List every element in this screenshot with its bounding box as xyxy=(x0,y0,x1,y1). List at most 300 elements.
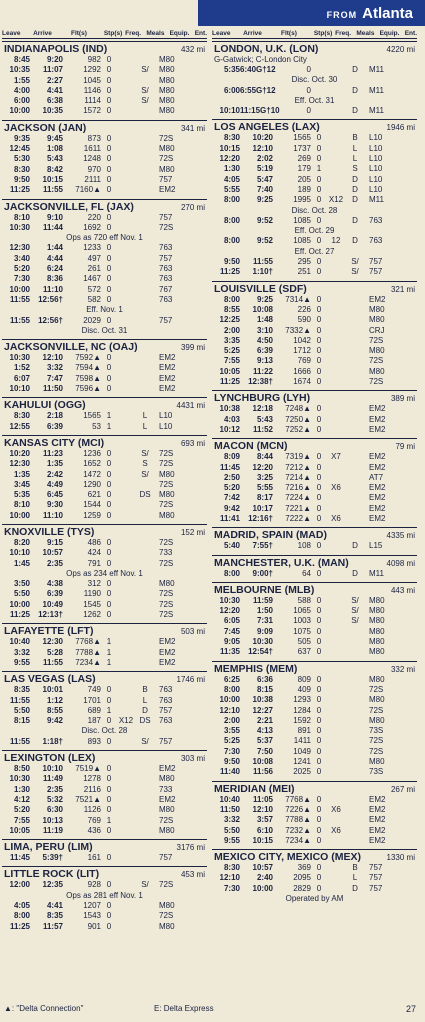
equipment: 763 xyxy=(159,243,173,253)
header-meals: Meals xyxy=(146,30,165,37)
flight-row xyxy=(2,316,207,326)
meals xyxy=(345,706,365,716)
header-equip: Equip. xyxy=(379,30,400,37)
flight-row xyxy=(2,490,207,500)
frequency xyxy=(327,747,345,757)
leave-time: 8:10 xyxy=(13,500,30,510)
arrive-time: 1:35 xyxy=(46,459,63,469)
arrive-time: 12:54† xyxy=(248,647,273,657)
destination-block xyxy=(212,41,417,116)
equipment: 757 xyxy=(369,863,383,873)
flight-row xyxy=(2,185,207,195)
equipment: EM2 xyxy=(369,503,386,513)
destination-name: JACKSONVILLE, FL (JAX) xyxy=(4,200,134,213)
stops: 1 xyxy=(106,815,112,825)
flight-row xyxy=(2,384,207,394)
destination-block xyxy=(212,119,417,277)
leave-time: 5:25 xyxy=(223,736,240,746)
arrive-time: 5:47 xyxy=(256,174,273,184)
flight-number: 7768▲ xyxy=(285,794,311,804)
equipment: M80 xyxy=(369,715,385,725)
destination-block xyxy=(212,438,417,524)
destination-block xyxy=(2,435,207,521)
meals: S/ xyxy=(351,606,359,616)
stops: 0 xyxy=(106,537,112,547)
stops: 0 xyxy=(316,325,322,335)
stops: 0 xyxy=(316,356,322,366)
flight-number: 582 xyxy=(87,294,101,304)
flight-row xyxy=(2,785,207,795)
flight-number: 809 xyxy=(297,674,311,684)
meals: L xyxy=(142,421,148,431)
destination-name: LONDON, U.K. (LON) xyxy=(214,43,319,55)
flight-number: 891 xyxy=(297,726,311,736)
meals xyxy=(135,637,155,647)
arrive-time: 11:19 xyxy=(42,825,63,835)
arrive-time: 9:25 xyxy=(256,195,273,205)
frequency xyxy=(327,65,345,75)
flight-number: 1290 xyxy=(83,479,101,489)
meals xyxy=(135,55,155,65)
frequency xyxy=(117,805,135,815)
flight-number: 1737 xyxy=(293,143,311,153)
frequency xyxy=(117,243,135,253)
flight-number: 7768▲ xyxy=(75,637,101,647)
equipment: 757 xyxy=(159,853,173,863)
stops: 0 xyxy=(316,647,322,657)
stops: 0 xyxy=(316,236,322,246)
destination-distance: 399 mi xyxy=(180,343,205,353)
arrive-time: 2:40 xyxy=(256,873,273,883)
equipment: M80 xyxy=(369,757,385,767)
stops: 0 xyxy=(106,579,112,589)
destination-distance: 389 mi xyxy=(390,394,415,404)
flight-number: 7598▲ xyxy=(75,373,101,383)
leave-time: 10:30 xyxy=(9,222,30,232)
equipment: L10 xyxy=(369,174,383,184)
flight-row xyxy=(2,295,207,305)
meals xyxy=(345,452,365,462)
stops: 0 xyxy=(316,616,322,626)
flight-number: 1467 xyxy=(83,274,101,284)
arrive-time: 6:45 xyxy=(46,490,63,500)
flight-number: 1262 xyxy=(83,610,101,620)
meals xyxy=(135,134,155,144)
destination-block xyxy=(2,839,207,863)
header-leave: Leave xyxy=(212,30,231,37)
arrive-time: 4:49 xyxy=(46,479,63,489)
flight-number: 893 xyxy=(87,736,101,746)
legend-delta-connection: ▲: "Delta Connection" xyxy=(4,1004,84,1013)
stops: 0 xyxy=(316,684,322,694)
stops: 0 xyxy=(106,685,112,695)
flight-number: 7250▲ xyxy=(285,414,311,424)
flight-row xyxy=(2,55,207,65)
frequency xyxy=(327,606,345,616)
leave-time: 12:25 xyxy=(219,315,240,325)
flight-row xyxy=(212,483,417,493)
flight-row xyxy=(212,164,417,174)
flight-number: 409 xyxy=(297,684,311,694)
frequency xyxy=(327,873,345,883)
arrive-time: 10:15 xyxy=(252,835,273,845)
arrive-time: 1:08 xyxy=(46,144,63,154)
leave-time: 1:45 xyxy=(13,558,30,568)
leave-time: 10:30 xyxy=(219,595,240,605)
stops: 0 xyxy=(106,264,112,274)
flight-number: 1712 xyxy=(293,346,311,356)
arrive-time: 10:08 xyxy=(252,757,273,767)
meals: S xyxy=(352,164,358,174)
stops: 0 xyxy=(316,154,322,164)
equipment: L10 xyxy=(369,154,383,164)
meals xyxy=(345,695,365,705)
frequency xyxy=(117,363,135,373)
stops: 0 xyxy=(316,257,322,267)
arrive-time: 12:10 xyxy=(252,804,273,814)
origin-banner xyxy=(198,0,425,26)
stops: 0 xyxy=(106,921,112,931)
flight-row xyxy=(212,627,417,637)
leave-time: 7:55 xyxy=(223,356,240,366)
equipment: M80 xyxy=(159,55,175,64)
meals: D xyxy=(142,705,148,715)
equipment: L10 xyxy=(369,133,383,143)
leave-time: 4:03 xyxy=(223,414,240,424)
destination-distance: 303 mi xyxy=(180,754,205,764)
stops: 0 xyxy=(106,825,112,835)
frequency xyxy=(327,863,345,873)
leave-time: 7:30 xyxy=(223,883,240,893)
frequency xyxy=(327,736,345,746)
flight-number: 1241 xyxy=(293,757,311,767)
header-arrive: Arrive xyxy=(243,30,262,37)
flight-row xyxy=(2,264,207,274)
meals xyxy=(135,243,155,253)
leave-time: 5:25 xyxy=(223,346,240,356)
equipment: 72S xyxy=(159,911,174,921)
destination-block xyxy=(212,781,417,846)
frequency xyxy=(117,559,135,569)
equipment: M80 xyxy=(159,490,175,500)
equipment: 72S xyxy=(159,537,174,547)
leave-time: 8:30 xyxy=(223,133,240,143)
stops: 0 xyxy=(316,863,322,873)
flight-number: 424 xyxy=(87,548,101,558)
meals xyxy=(345,367,365,377)
frequency xyxy=(327,767,345,777)
frequency xyxy=(327,627,345,637)
flight-row xyxy=(212,647,417,657)
stops: 0 xyxy=(106,548,112,558)
arrive-time: 8:15 xyxy=(256,684,273,694)
flight-row xyxy=(2,480,207,490)
equipment: 72S xyxy=(159,133,174,143)
destination-header xyxy=(2,200,207,213)
equipment: 72S xyxy=(159,599,174,609)
destination-block xyxy=(212,281,417,388)
equipment: M80 xyxy=(369,346,385,356)
flight-number: 7221▲ xyxy=(285,503,311,513)
equipment: 72S xyxy=(159,459,174,469)
meals xyxy=(135,826,155,836)
meals: DS xyxy=(139,490,151,500)
leave-time: 11:55 xyxy=(9,736,30,746)
destination-distance: 503 mi xyxy=(180,627,205,637)
leave-time: 5:35 xyxy=(13,490,30,500)
meals: D xyxy=(352,65,358,74)
equipment: M80 xyxy=(159,921,175,931)
arrive-time: 11:55 xyxy=(42,185,63,195)
stops xyxy=(311,86,327,96)
frequency xyxy=(327,795,345,805)
flight-number: 873 xyxy=(87,133,101,143)
flight-row xyxy=(212,305,417,315)
leave-time: 8:55 xyxy=(223,304,240,314)
column-header xyxy=(2,30,207,39)
stops: 0 xyxy=(316,346,322,356)
leave-time: 11:55 xyxy=(9,695,30,705)
destination-block xyxy=(212,555,417,579)
flight-row xyxy=(2,511,207,521)
flight-row xyxy=(212,569,417,579)
leave-time: 9:35 xyxy=(13,133,30,143)
equipment: 72S xyxy=(159,558,174,568)
leave-time: 4:05 xyxy=(223,174,240,184)
flight-row xyxy=(2,648,207,658)
meals: D xyxy=(352,541,358,551)
leave-time: 8:45 xyxy=(13,55,30,64)
frequency xyxy=(117,144,135,154)
arrive-time: 10:35 xyxy=(42,106,63,116)
destination-name: LAS VEGAS (LAS) xyxy=(4,673,96,686)
meals: D xyxy=(352,184,358,194)
frequency xyxy=(327,463,345,473)
meals xyxy=(345,795,365,805)
meals xyxy=(135,816,155,826)
destination-distance: 270 mi xyxy=(180,202,205,212)
stops: 0 xyxy=(316,133,322,143)
meals xyxy=(345,504,365,514)
arrive-time: 11:59 xyxy=(252,595,273,605)
meals xyxy=(135,213,155,223)
stops: 0 xyxy=(106,911,112,921)
flight-number: 769 xyxy=(87,815,101,825)
meals xyxy=(135,154,155,164)
leave-time: 11:45 xyxy=(9,853,30,863)
frequency xyxy=(117,826,135,836)
flight-row xyxy=(2,449,207,459)
frequency xyxy=(117,411,135,421)
meals xyxy=(345,425,365,435)
flight-row xyxy=(212,675,417,685)
flight-number: 7594▲ xyxy=(75,363,101,373)
equipment: EM2 xyxy=(369,794,386,804)
equipment: 763 xyxy=(159,716,173,726)
flight-row xyxy=(212,86,417,96)
flight-number: 1544 xyxy=(83,500,101,510)
flight-number: 1003 xyxy=(293,616,311,626)
leave-time: 9:42 xyxy=(223,503,240,513)
arrive-time: 6:10 xyxy=(256,825,273,835)
destination-name: MEMPHIS (MEM) xyxy=(214,662,298,675)
flight-row xyxy=(212,257,417,267)
destination-distance: 1746 mi xyxy=(176,675,205,685)
frequency xyxy=(117,774,135,784)
stops: 0 xyxy=(316,757,322,767)
flight-number: 53 xyxy=(92,421,101,431)
arrive-time: 9:20 xyxy=(46,55,63,64)
destination-name: LAFAYETTE (LFT) xyxy=(4,625,94,638)
arrive-time: 9:10 xyxy=(46,212,63,222)
leave-time: 8:00 xyxy=(223,215,240,225)
leave-time: 4:05 xyxy=(13,901,30,910)
stops: 1 xyxy=(316,164,322,174)
flight-number: 1692 xyxy=(83,222,101,232)
stops: 0 xyxy=(316,424,322,434)
equipment: 72S xyxy=(369,736,384,746)
equipment: EM2 xyxy=(369,452,386,462)
arrive-time: 9:09 xyxy=(256,626,273,636)
arrive-time: 7:50 xyxy=(256,746,273,756)
stops: 1 xyxy=(106,657,112,667)
arrive-time: 7:31 xyxy=(256,616,273,626)
arrive-time: 6:39 xyxy=(46,589,63,599)
stops: 0 xyxy=(316,377,322,387)
header-ent: Ent. xyxy=(404,30,417,37)
frequency xyxy=(327,695,345,705)
stops: 0 xyxy=(106,253,112,263)
leave-time: 12:10 xyxy=(219,705,240,715)
flight-number: 1652 xyxy=(83,459,101,469)
frequency xyxy=(327,315,345,325)
stops: 0 xyxy=(316,695,322,705)
page-footer xyxy=(4,1004,416,1014)
stops: 0 xyxy=(316,493,322,503)
arrive-time: 12:56† xyxy=(38,294,63,304)
destination-header xyxy=(212,120,417,133)
flight-row xyxy=(212,356,417,366)
leave-time: 4:12 xyxy=(13,794,30,804)
flight-number: 1085 xyxy=(293,215,311,225)
equipment: 72S xyxy=(369,705,384,715)
flight-row xyxy=(212,616,417,626)
stops: 0 xyxy=(316,606,322,616)
flight-row xyxy=(2,353,207,363)
frequency xyxy=(117,65,135,75)
flight-row xyxy=(212,367,417,377)
schedule-note: Eff. Oct. 29 xyxy=(294,226,335,236)
meals xyxy=(345,463,365,473)
arrive-time: 5:39† xyxy=(42,853,63,863)
arrive-time: 2:27 xyxy=(46,75,63,85)
flight-number: 7521▲ xyxy=(75,794,101,804)
stops: 0 xyxy=(106,459,112,469)
leave-time: 8:15 xyxy=(13,716,30,726)
equipment: 72S xyxy=(369,684,384,694)
meals xyxy=(345,473,365,483)
destination-header xyxy=(2,751,207,764)
stops: 0 xyxy=(106,363,112,373)
meals xyxy=(345,716,365,726)
arrive-time: 9:25 xyxy=(256,294,273,304)
destination-header xyxy=(2,672,207,685)
flight-row xyxy=(2,922,207,932)
destination-block xyxy=(2,623,207,668)
stops: 0 xyxy=(316,674,322,684)
equipment: M80 xyxy=(369,616,385,626)
meals: B xyxy=(352,133,358,143)
meals xyxy=(135,264,155,274)
flight-number: 312 xyxy=(87,579,101,589)
destination-block xyxy=(2,339,207,394)
meals: D xyxy=(352,85,358,95)
equipment: 72S xyxy=(369,356,384,366)
destination-header xyxy=(212,42,417,55)
meals xyxy=(345,315,365,325)
frequency xyxy=(117,353,135,363)
meals xyxy=(345,826,365,836)
leave-time: 11:41 xyxy=(219,513,240,523)
flight-row xyxy=(2,685,207,695)
frequency xyxy=(117,706,135,716)
flight-number: 7224▲ xyxy=(285,493,311,503)
destination-distance: 4335 mi xyxy=(386,531,415,541)
equipment: M11 xyxy=(369,65,384,74)
stops: 0 xyxy=(316,215,322,225)
leave-time: 10:10 xyxy=(9,548,30,558)
flight-row xyxy=(2,637,207,647)
leave-time: 8:00 xyxy=(223,294,240,304)
leave-time: 10:00 xyxy=(9,284,30,294)
destination-distance: 1330 mi xyxy=(386,853,415,863)
flight-number: 1065 xyxy=(293,606,311,616)
leave-time: 3:32 xyxy=(223,815,240,825)
flight-number: 1075 xyxy=(293,626,311,636)
leave-time: 10:05 xyxy=(9,825,30,835)
destination-distance: 1946 mi xyxy=(386,123,415,133)
equipment: EM2 xyxy=(159,657,176,667)
destination-header xyxy=(2,525,207,538)
arrive-time: 6:55G†12 xyxy=(240,85,276,95)
meals xyxy=(135,295,155,305)
meals xyxy=(135,901,155,911)
frequency xyxy=(117,880,135,890)
equipment: 757 xyxy=(159,736,173,746)
equipment: 763 xyxy=(159,264,173,274)
meals xyxy=(135,600,155,610)
arrive-time: 9:13 xyxy=(256,356,273,366)
flight-row xyxy=(2,86,207,96)
flight-row xyxy=(212,493,417,503)
frequency xyxy=(327,154,345,164)
flight-number: 2829 xyxy=(293,883,311,893)
flight-number: 226 xyxy=(297,304,311,314)
stops: 1 xyxy=(106,647,112,657)
frequency xyxy=(117,134,135,144)
destination-distance: 453 mi xyxy=(180,870,205,880)
flight-row xyxy=(212,185,417,195)
flight-number: 7592▲ xyxy=(75,353,101,363)
stops: 0 xyxy=(106,65,112,75)
frequency xyxy=(117,264,135,274)
leave-time: 4:00 xyxy=(13,85,30,95)
destination-header xyxy=(212,282,417,295)
stops: 0 xyxy=(316,267,322,277)
banner-city: Atlanta xyxy=(362,4,413,22)
stops: 0 xyxy=(106,154,112,164)
frequency xyxy=(117,648,135,658)
